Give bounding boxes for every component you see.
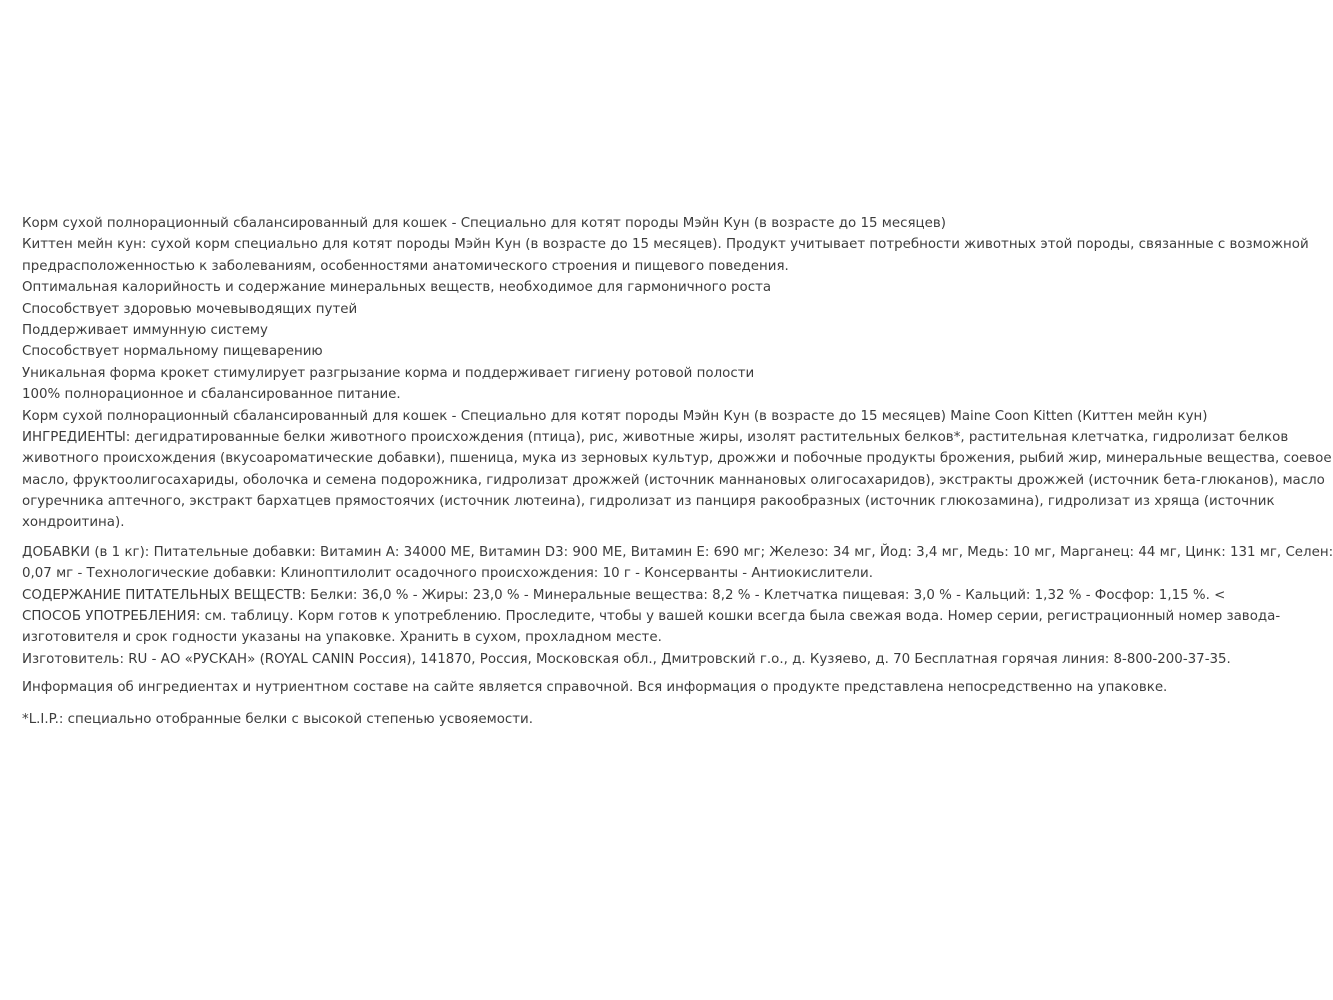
- product-title-line: Корм сухой полнорационный сбалансированный для кошек - Специально для котят породы Мэйн Кун (в возрасте до 15 месяцев): [22, 216, 947, 231]
- ingredients-line: ИНГРЕДИЕНТЫ: дегидратированные белки животного происхождения (птица), рис, животные жиры, изолят растительных белков*, растительная клетчатка, гидролизат белков: [22, 429, 1289, 445]
- description-line: Киттен мейн кун: сухой корм специально для котят породы Мэйн Кун (в возрасте до 15 месяцев). Продукт учитывает потребности животных этой породы, связанные с возможной: [22, 237, 1309, 253]
- benefit-line: Способствует нормальному пищеварению: [22, 344, 323, 360]
- benefit-line: Способствует здоровью мочевыводящих путей: [22, 301, 358, 317]
- benefit-line: Уникальная форма крокет стимулирует разгрызание корма и поддерживает гигиену ротовой полости: [22, 365, 755, 381]
- usage-line: изготовителя и срок годности указаны на упаковке. Хранить в сухом, прохладном месте.: [22, 630, 662, 646]
- additives-line: 0,07 мг - Технологические добавки: Клиноптилолит осадочного происхождения: 10 г - Консерванты - Антиокислители.: [22, 566, 873, 582]
- ingredients-line: животного происхождения (вкусоароматические добавки), пшеница, мука из зерновых культур, дрожжи и побочные продукты брожения, рыбий жир, минеральные вещества, соевое: [22, 451, 1332, 467]
- product-name-line: Корм сухой полнорационный сбалансированный для кошек - Специально для котят породы Мэйн Кун (в возрасте до 15 месяцев) Maine Coon Kitten (Киттен мейн кун): [22, 408, 1208, 424]
- product-description-text: [22, 213, 1333, 730]
- info-note: Информация об ингредиентах и нутриентном составе на сайте является справочной. Вся информация о продукте представлена непосредственно на упаковке.: [22, 680, 1168, 696]
- ingredients-line: масло, фруктоолигосахариды, оболочка и семена подорожника, гидролизат дрожжей (источник маннановых олигосахаридов), экстракты дрожжей (источник бета-глюканов), масло: [22, 472, 1325, 488]
- benefit-line: 100% полнорационное и сбалансированное питание.: [22, 387, 401, 403]
- nutrients-line: СОДЕРЖАНИЕ ПИТАТЕЛЬНЫХ ВЕЩЕСТВ: Белки: 36,0 % - Жиры: 23,0 % - Минеральные вещества: 8,2 % - Клетчатка пищевая: 3,0 % - Кальций: 1,32 % - Фосфор: 1,15 %. <: [22, 587, 1226, 603]
- ingredients-line: хондроитина).: [22, 515, 125, 531]
- usage-line: СПОСОБ УПОТРЕБЛЕНИЯ: см. таблицу. Корм готов к употреблению. Проследите, чтобы у вашей кошки всегда была свежая вода. Номер серии, регистрационный номер завода-: [22, 609, 1281, 625]
- ingredients-line: огуречника аптечного, экстракт бархатцев прямостоячих (источник лютеина), гидролизат из панциря ракообразных (источник глюкозамина), гидролизат из хряща (источник: [22, 494, 1275, 510]
- footnote: *L.I.P.: специально отобранные белки с высокой степенью усвояемости.: [22, 711, 534, 727]
- benefit-line: Поддерживает иммунную систему: [22, 322, 268, 338]
- benefit-line: Оптимальная калорийность и содержание минеральных веществ, необходимое для гармоничного роста: [22, 280, 772, 296]
- manufacturer-line: Изготовитель: RU - АО «РУСКАН» (ROYAL CANIN Россия), 141870, Россия, Московская обл., Дмитровский г.о., д. Кузяево, д. 70 Бесплатная горячая линия: 8-800-200-37-35.: [22, 651, 1231, 667]
- description-line: предрасположенностью к заболеваниям, особенностями анатомического строения и пищевого поведения.: [22, 258, 789, 274]
- additives-line: ДОБАВКИ (в 1 кг): Питательные добавки: Витамин А: 34000 МЕ, Витамин D3: 900 МЕ, Витамин Е: 690 мг; Железо: 34 мг, Йод: 3,4 мг, Медь: 10 мг, Марганец: 44 мг, Цинк: 131 мг, Селен:: [22, 544, 1333, 560]
